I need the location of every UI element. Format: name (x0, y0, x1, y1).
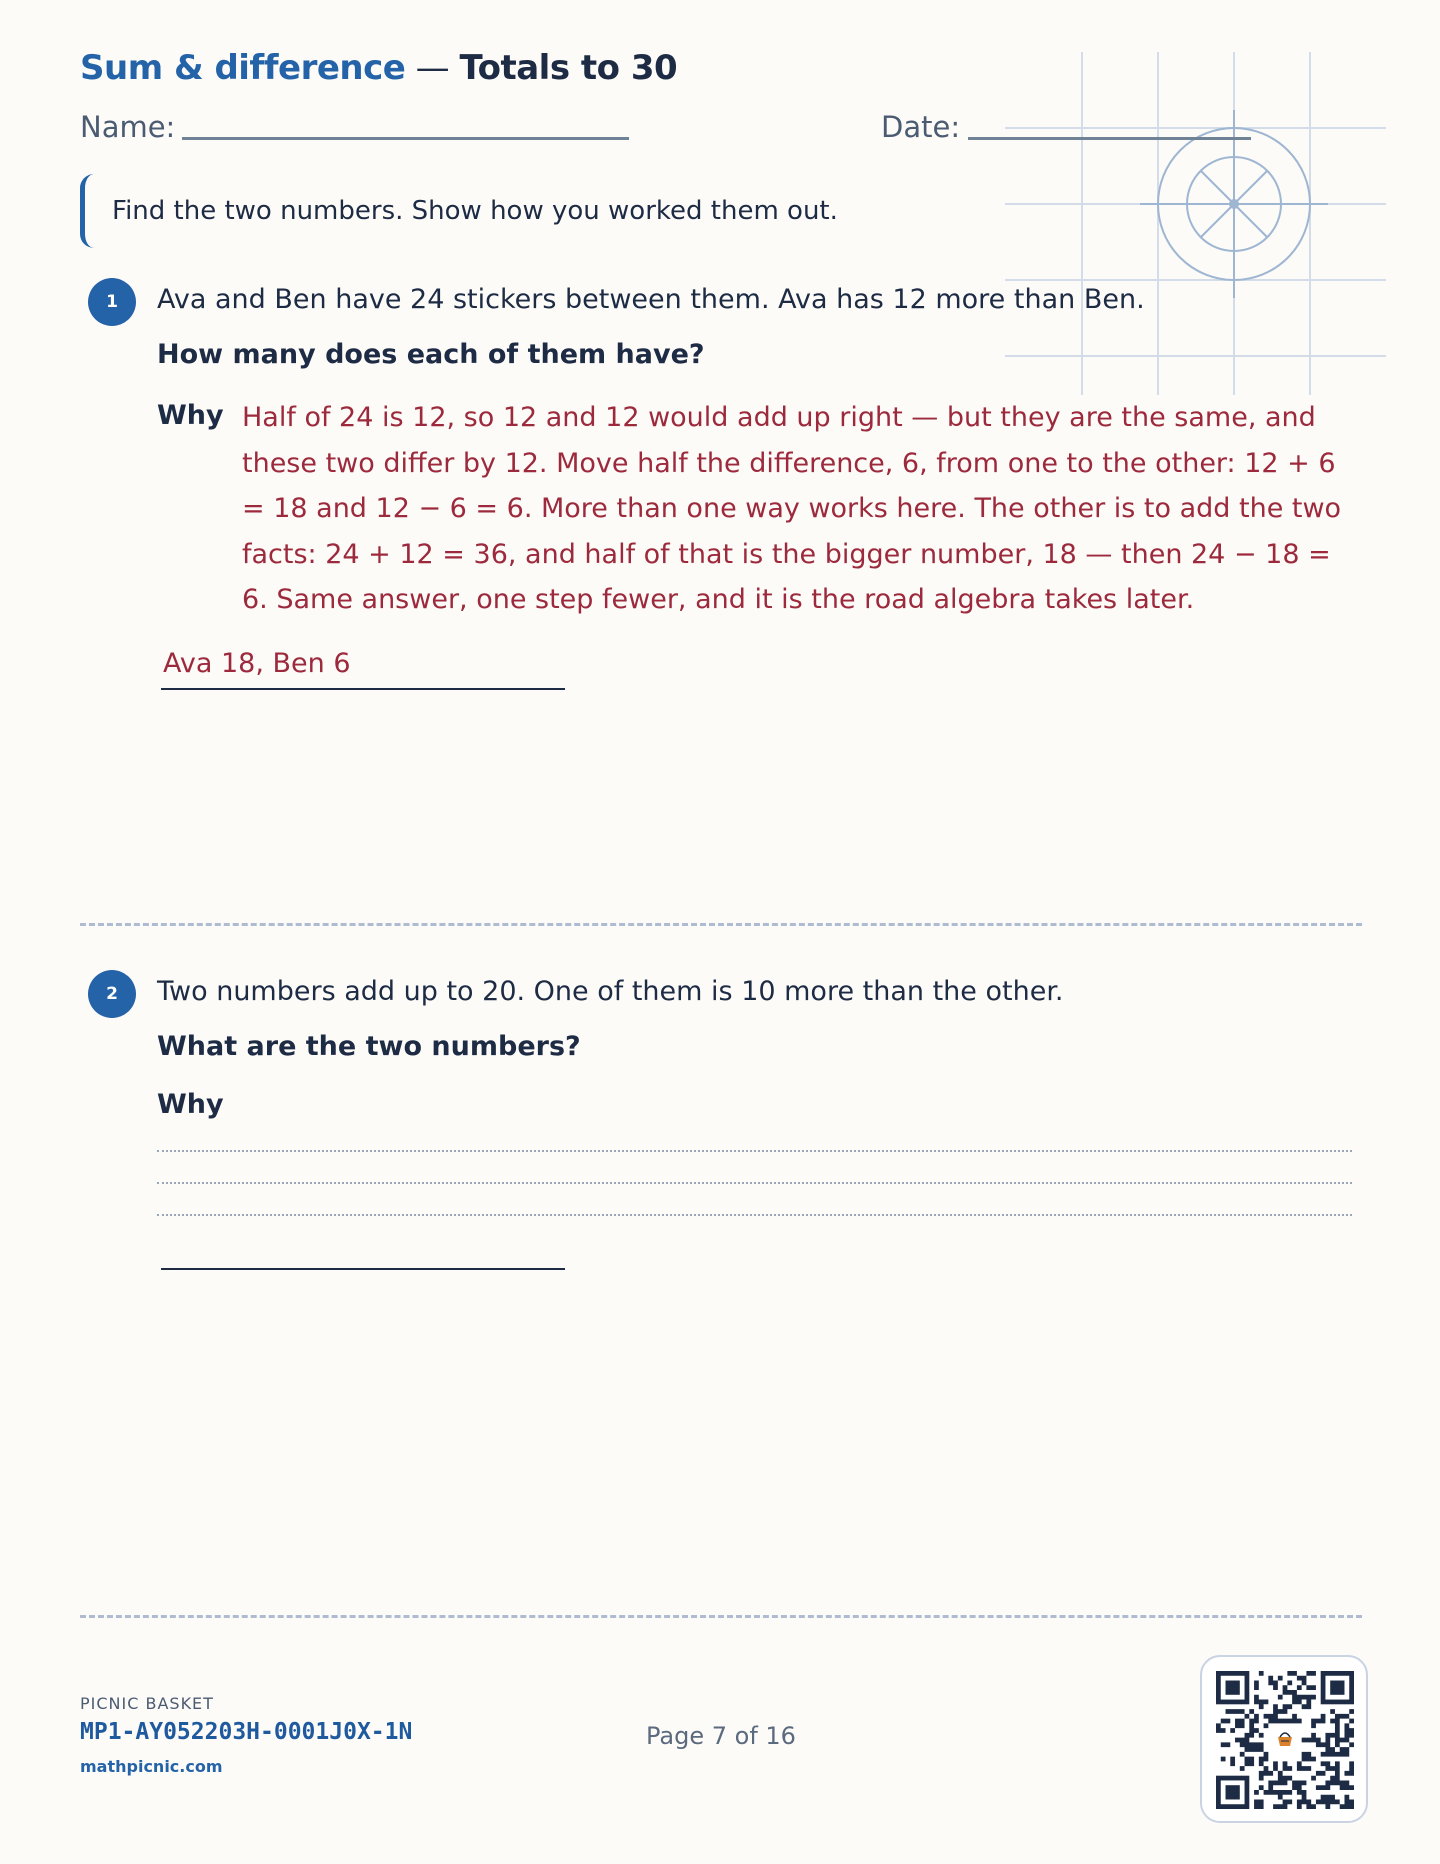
answer-value: Ava 18, Ben 6 (163, 648, 351, 679)
date-field[interactable] (968, 137, 1251, 140)
name-field[interactable] (182, 137, 629, 140)
writing-line[interactable] (157, 1182, 1352, 1184)
footer-divider (80, 1615, 1362, 1618)
title-separator: — (405, 48, 460, 88)
worksheet-code: MP1-AY052203H-0001J0X-1N (80, 1719, 413, 1745)
qr-code (1200, 1655, 1368, 1823)
date-label: Date: (881, 110, 961, 144)
answer-line[interactable] (161, 688, 565, 690)
question-number-badge: 1 (88, 278, 136, 326)
qr-code-icon (1216, 1671, 1354, 1809)
why-explanation: Half of 24 is 12, so 12 and 12 would add up right — but they are the same, and these two differ by 12. Move half the difference, 6, from one to the other: 12 + 6 = 18 and 12 − 6 = 6. More than one way works here. The other is to add the two facts: 24 + 12 = 36, and half of that is the bigger number, 18 — then 24 − 18 = 6. Same answer, one step fewer, and it is the road algebra takes later. (242, 402, 1342, 615)
title-topic: Sum & difference (80, 48, 406, 88)
answer-line[interactable] (161, 1268, 565, 1270)
footer-brand: PICNIC BASKET (80, 1694, 214, 1713)
question-prompt: How many does each of them have? (157, 339, 705, 370)
page-title (80, 48, 677, 88)
writing-line[interactable] (157, 1214, 1352, 1216)
instructions-bracket (80, 174, 94, 248)
name-label: Name: (80, 110, 176, 144)
basket-icon (1274, 1729, 1296, 1751)
question-prompt: What are the two numbers? (157, 1031, 581, 1062)
title-level: Totals to 30 (459, 48, 678, 88)
writing-line[interactable] (157, 1150, 1352, 1152)
instructions-text: Find the two numbers. Show how you worked them out. (112, 196, 838, 226)
section-divider (80, 923, 1362, 926)
question-number-badge: 2 (88, 970, 136, 1018)
page-number: Page 7 of 16 (646, 1722, 796, 1750)
question-text: Two numbers add up to 20. One of them is 10 more than the other. (157, 976, 1064, 1007)
instructions-box (80, 174, 860, 248)
why-label: Why (157, 400, 224, 431)
question-text: Ava and Ben have 24 stickers between them. Ava has 12 more than Ben. (157, 284, 1145, 315)
footer-site-link[interactable]: mathpicnic.com (80, 1757, 223, 1776)
why-label: Why (157, 1089, 224, 1120)
